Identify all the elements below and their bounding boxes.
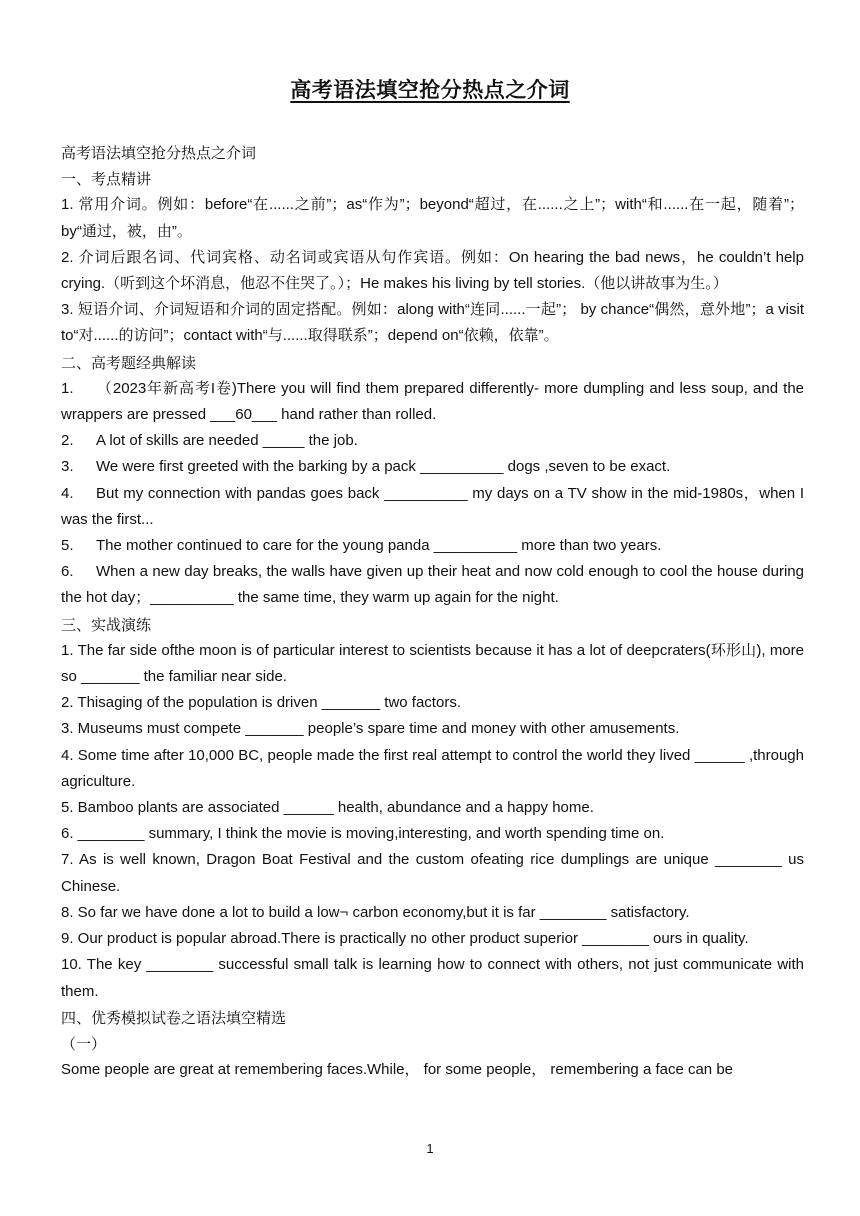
practice-item: 1. The far side ofthe moon is of particular interest to scientists because it has a lot of deepcraters(环形山), more so _______ the familiar near side. — [61, 641, 804, 686]
practice-item: 2. Thisaging of the population is driven _______ two factors. — [61, 694, 461, 712]
point-3: 3. 短语介词、介词短语和介词的固定搭配。例如：along with“连同......一起”； by chance“偶然，意外地”；a visit to“对......的访问”；contact with“与......取得联系”；depend on“依赖，依靠”。 — [61, 301, 804, 345]
document-title: 高考语法填空抢分热点之介词 — [290, 78, 570, 102]
section-heading-1: 一、考点精讲 — [61, 170, 152, 189]
exam-item-number: 3. — [61, 458, 74, 476]
subtitle: 高考语法填空抢分热点之介词 — [61, 144, 257, 162]
practice-item: 9. Our product is popular abroad.There is practically no other product superior ________ ours in quality. — [61, 930, 749, 948]
exam-item-number: 2. — [61, 432, 74, 450]
practice-item: 6. ________ summary, I think the movie is moving,interesting, and worth spending time on. — [61, 825, 665, 843]
section-heading-2: 二、高考题经典解读 — [61, 353, 197, 372]
exam-item-text: The mother continued to care for the young panda __________ more than two years. — [96, 537, 662, 555]
section-heading-3: 三、实战演练 — [61, 615, 152, 634]
exam-item-number: 4. — [61, 484, 74, 502]
point-2: 2. 介词后跟名词、代词宾格、动名词或宾语从句作宾语。例如：On hearing the bad news，he couldn’t help crying.（听到这个坏消息，他忍不住哭了。）；He makes his living by tell stories.（他以讲故事为生。） — [61, 248, 804, 293]
document-body — [61, 140, 804, 1083]
practice-item: 4. Some time after 10,000 BC, people made the first real attempt to control the world they lived ______ ,through agriculture. — [61, 746, 804, 790]
practice-item: 10. The key ________ successful small talk is learning how to connect with others, not just communicate with them. — [61, 956, 804, 1000]
exam-item — [61, 454, 804, 480]
exam-item-text: （2023年新高考I卷)There you will find them prepared differently- more dumpling and less soup, and the wrappers are pressed ___60___ hand rather than rolled. — [61, 379, 804, 424]
page-number: 1 — [426, 1141, 434, 1156]
exam-item-number: 1. — [61, 379, 74, 397]
exam-item — [61, 533, 804, 559]
exam-item-text: We were first greeted with the barking by a pack __________ dogs ,seven to be exact. — [96, 458, 671, 476]
exam-item — [61, 481, 804, 533]
practice-item: 8. So far we have done a lot to build a low¬ carbon economy,but it is far ________ satisfactory. — [61, 903, 690, 921]
exam-item-number: 6. — [61, 563, 74, 581]
exam-item-text: But my connection with pandas goes back __________ my days on a TV show in the mid-1980s，when I was the first... — [61, 484, 804, 528]
exam-item — [61, 559, 804, 611]
practice-item: 7. As is well known, Dragon Boat Festival and the custom ofeating rice dumplings are unique ________ us Chinese. — [61, 851, 804, 895]
exam-item-text: When a new day breaks, the walls have given up their heat and now cold enough to cool the house during the hot day；__________ the same time, they warm up again for the night. — [61, 563, 804, 607]
exam-item — [61, 428, 804, 454]
exam-item-text: A lot of skills are needed _____ the job. — [96, 432, 358, 450]
practice-item: 5. Bamboo plants are associated ______ health, abundance and a happy home. — [61, 799, 594, 817]
exam-item — [61, 376, 804, 428]
section-heading-4: 四、优秀模拟试卷之语法填空精选 — [61, 1008, 287, 1027]
exam-item-number: 5. — [61, 537, 74, 555]
practice-item: 3. Museums must compete _______ people’s spare time and money with other amusements. — [61, 720, 680, 738]
passage-label: （一） — [61, 1034, 107, 1053]
point-1: 1. 常用介词。例如：before“在......之前”；as“作为”；beyond“超过，在......之上”；with“和......在一起，随着”；by“通过，被，由”。 — [61, 196, 804, 240]
passage-text: Some people are great at remembering faces.While， for some people， remembering a face can be — [61, 1061, 734, 1079]
